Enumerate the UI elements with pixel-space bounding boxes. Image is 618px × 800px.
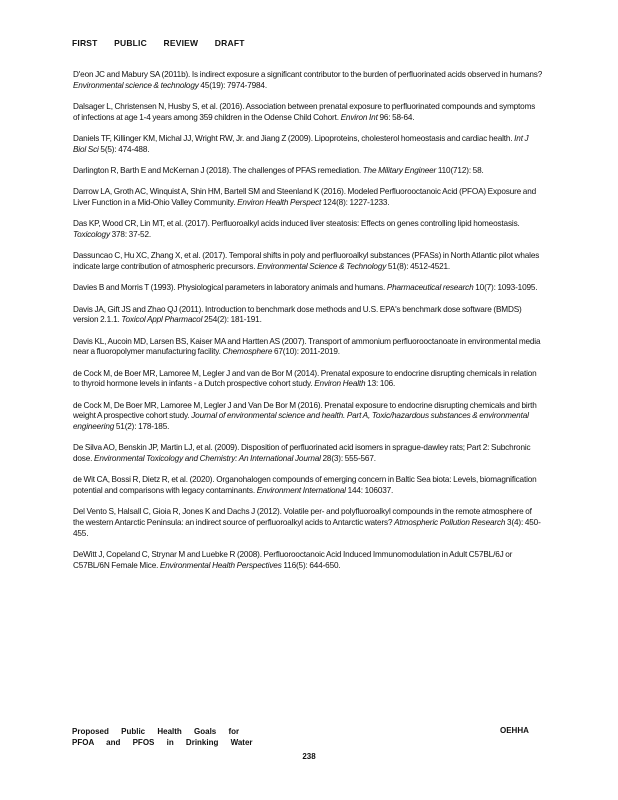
footer-title-line-1: Proposed Public Health Goals for xyxy=(72,727,240,736)
reference-item: Dassuncao C, Hu XC, Zhang X, et al. (2017). Temporal shifts in poly and perfluoroalkyl substances (PFASs) in North Atlantic pilot whales indicate large contribution of atmospheric precursors. Environmental Science & Technology 51(8): 4512-4521. xyxy=(73,251,540,271)
reference-item: de Wit CA, Bossi R, Dietz R, et al. (2020). Organohalogen compounds of emerging concern in Baltic Sea biota: Levels, biomagnification potential and comparisons with legacy contaminants. Environment International 144: 106037. xyxy=(73,475,537,495)
page-number: 238 xyxy=(302,752,316,761)
reference-item: de Cock M, de Boer MR, Lamoree M, Legler J and van de Bor M (2014). Prenatal exposure to endocrine disrupting chemicals in relation to thyroid hormone levels in infants - a Dutch prospective cohort study. Environ Health 13: 106. xyxy=(73,368,537,389)
reference-item: Dalsager L, Christensen N, Husby S, et al. (2016). Association between prenatal exposure to perfluorinated compounds and symptoms of infections at age 1-4 years among 359 children in the Odense Child Cohort. Environ Int 96: 58-64. xyxy=(73,102,536,122)
reference-item: Del Vento S, Halsall C, Gioia R, Jones K and Dachs J (2012). Volatile per- and polyfluoroalkyl compounds in the remote atmosphere of the western Antarctic Peninsula: an indirect source of perfluoroalkyl acids to Antarctic waters? Atmospheric Pollution Research 3(4): 450-455. xyxy=(73,507,541,538)
reference-item: Darlington R, Barth E and McKernan J (2018). The challenges of PFAS remediation. The Military Engineer 110(712): 58. xyxy=(73,166,484,175)
reference-item: Davis JA, Gift JS and Zhao QJ (2011). Introduction to benchmark dose methods and U.S. EPA's benchmark dose software (BMDS) version 2.1.1. Toxicol Appl Pharmacol 254(2): 181-191. xyxy=(73,304,522,325)
reference-item: Daniels TF, Killinger KM, Michal JJ, Wright RW, Jr. and Jiang Z (2009). Lipoproteins, cholesterol homeostasis and cardiac health. Int J Biol Sci 5(5): 474-488. xyxy=(73,134,529,154)
reference-item: Davies B and Morris T (1993). Physiological parameters in laboratory animals and humans. Pharmaceutical research 10(7): 1093-1095. xyxy=(73,283,538,293)
footer-document-title xyxy=(72,726,253,748)
reference-item: DeWitt J, Copeland C, Strynar M and Luebke R (2008). Perfluorooctanoic Acid Induced Immunomodulation in Adult C57BL/6J or C57BL/6N Female Mice. Environmental Health Perspectives 116(5): 644-650. xyxy=(73,550,513,570)
reference-item: D'eon JC and Mabury SA (2011b). Is indirect exposure a significant contributor to the burden of perfluorinated acids observed in humans? Environmental science & technology 45(19): 7974-7984. xyxy=(73,70,543,90)
reference-item: de Cock M, De Boer MR, Lamoree M, Legler J and Van De Bor M (2016). Prenatal exposure to endocrine disrupting chemicals and birth weight A prospective cohort study. Journal of environmental science and health. Part A, Toxic/hazardous substances & environmental engineering 51(2): 178-185. xyxy=(73,400,537,431)
reference-list xyxy=(73,70,543,582)
footer-title-line-2: PFOA and PFOS in Drinking Water xyxy=(72,738,253,747)
reference-item: De Silva AO, Benskin JP, Martin LJ, et al. (2009). Disposition of perfluorinated acid isomers in sprague-dawley rats; Part 2: Subchronic dose. Environmental Toxicology and Chemistry: An International Journal 28(3): 555-567. xyxy=(73,443,531,463)
reference-item: Darrow LA, Groth AC, Winquist A, Shin HM, Bartell SM and Steenland K (2016). Modeled Perfluorooctanoic Acid (PFOA) Exposure and Liver Function in a Mid-Ohio Valley Community. Environ Health Perspect 124(8): 1227-1233. xyxy=(73,187,537,207)
reference-item: Davis KL, Aucoin MD, Larsen BS, Kaiser MA and Hartten AS (2007). Transport of ammonium perfluorooctanoate in environmental media near a fluoropolymer manufacturing facility. Chemosphere 67(10): 2011-2019. xyxy=(73,336,541,357)
footer-agency: OEHHA xyxy=(500,726,529,735)
reference-item: Das KP, Wood CR, Lin MT, et al. (2017). Perfluoroalkyl acids induced liver steatosis: Effects on genes controlling lipid homeostasis. Toxicology 378: 37-52. xyxy=(73,219,520,239)
draft-header: FIRST PUBLIC REVIEW DRAFT xyxy=(72,38,245,48)
